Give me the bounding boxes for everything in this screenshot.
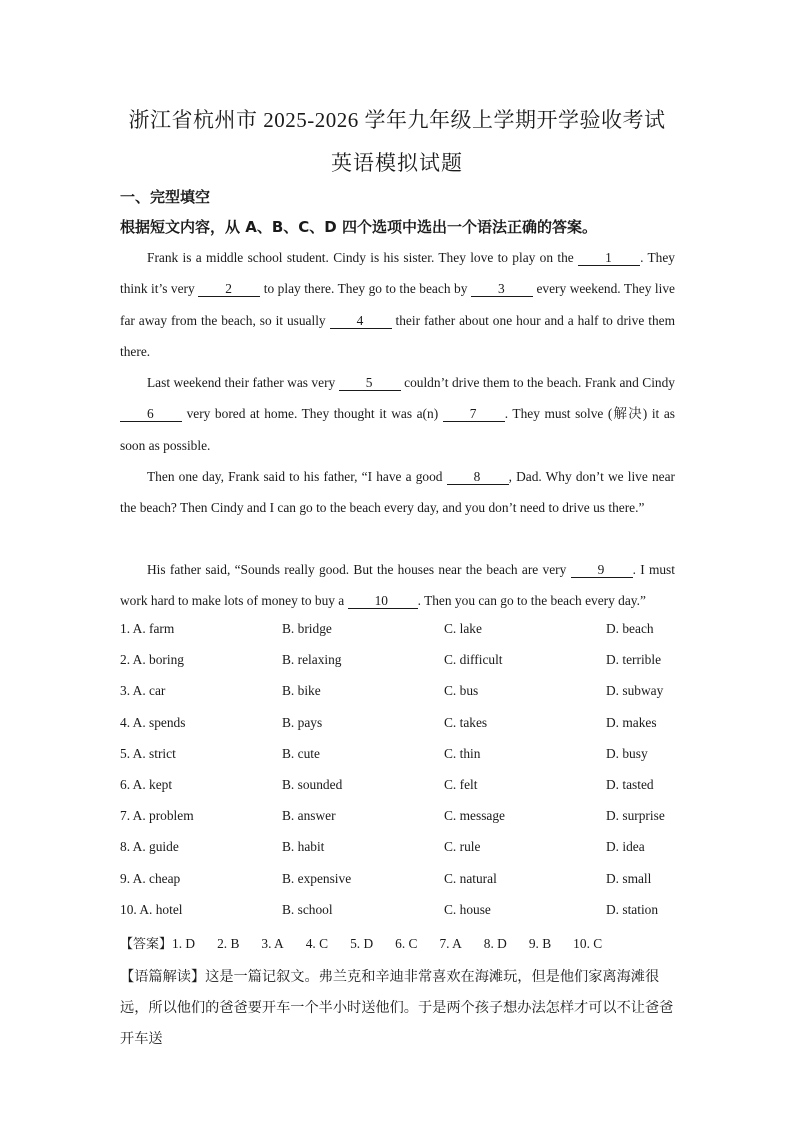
option-d: D. surprise [606, 808, 665, 824]
passage-paragraph-4 [120, 554, 675, 617]
option-b: B. sounded [282, 776, 343, 792]
blank-4: 4 [330, 314, 392, 329]
blank-7: 7 [443, 407, 505, 422]
option-b: B. relaxing [282, 652, 342, 668]
option-b: B. expensive [282, 870, 352, 886]
option-row [120, 777, 680, 808]
option-a: 2. A. boring [120, 652, 184, 668]
answer-item: 7. A [439, 936, 462, 951]
option-c: C. thin [444, 745, 481, 761]
options-list [120, 621, 680, 933]
option-d: D. tasted [606, 776, 654, 792]
passage-paragraph-2 [120, 367, 675, 461]
blank-3: 3 [471, 282, 533, 297]
option-d: D. station [606, 901, 659, 917]
passage-text: every weekend. They live far away from the beach, so it usually [120, 281, 675, 328]
passage-text: . I must work hard to make lots of money to buy a [120, 562, 675, 609]
passage-text: . Then you can go to the beach every day.” [417, 593, 646, 609]
passage-text: very bored at home. They thought it was a(n) [182, 406, 443, 422]
answer-key [120, 933, 680, 952]
option-a: 10. A. hotel [120, 901, 183, 917]
option-d: D. small [606, 870, 652, 886]
section-heading: 一、完型填空 [120, 188, 211, 206]
exam-subtitle: 英语模拟试题 [331, 151, 463, 175]
passage-text: to play there. They go to the beach by [260, 281, 471, 297]
option-row [120, 746, 680, 777]
option-d: D. subway [606, 683, 664, 699]
answer-item: 3. A [261, 936, 284, 951]
option-row [120, 808, 680, 839]
option-a: 9. A. cheap [120, 870, 181, 886]
option-d: D. makes [606, 714, 657, 730]
option-d: D. beach [606, 621, 654, 636]
option-d: D. terrible [606, 652, 662, 668]
passage-text: their father about one hour and a half to drive them there. [120, 312, 675, 359]
passage-text: Then one day, Frank said to his father, “I have a good [147, 469, 447, 484]
option-c: C. lake [444, 621, 482, 636]
option-c: C. bus [444, 683, 479, 699]
passage-text: couldn’t drive them to the beach. Frank and Cindy [400, 375, 675, 390]
option-c: C. rule [444, 839, 481, 855]
option-row [120, 652, 680, 683]
answer-item: 2. B [217, 936, 240, 951]
passage-paragraph-1 [120, 242, 675, 367]
option-row [120, 871, 680, 902]
option-a: 5. A. strict [120, 745, 176, 761]
answer-item: 4. C [305, 936, 329, 951]
passage-interpretation: 【语篇解读】这是一篇记叙文。弗兰克和辛迪非常喜欢在海滩玩，但是他们家离海滩很远，所以他们的爸爸要开车一个半小时送他们。于是两个孩子想办法怎样才可以不让爸爸开车送 [120, 969, 674, 1047]
option-d: D. busy [606, 745, 648, 761]
option-a: 3. A. car [120, 683, 166, 699]
option-b: B. bike [282, 683, 321, 699]
option-d: D. idea [606, 839, 645, 855]
option-c: C. felt [444, 776, 478, 792]
exam-title: 浙江省杭州市 2025-2026 学年九年级上学期开学验收考试 [128, 108, 666, 132]
answer-item: 8. D [483, 936, 507, 951]
option-c: C. natural [444, 870, 497, 886]
option-row [120, 839, 680, 870]
option-row [120, 715, 680, 746]
option-b: B. habit [282, 839, 325, 855]
option-c: C. message [444, 808, 505, 824]
option-a: 1. A. farm [120, 621, 175, 636]
blank-5: 5 [339, 376, 401, 391]
passage-text: His father said, “Sounds really good. But the houses near the beach are very [147, 562, 571, 577]
option-c: C. house [444, 901, 491, 917]
blank-8: 8 [447, 470, 509, 485]
option-c: C. takes [444, 714, 488, 730]
blank-2: 2 [198, 282, 260, 297]
option-c: C. difficult [444, 652, 503, 668]
answer-item: 6. C [395, 936, 418, 951]
answer-item: 10. C [573, 936, 603, 951]
blank-1: 1 [578, 251, 640, 266]
passage-paragraph-3 [120, 461, 675, 524]
option-row [120, 683, 680, 714]
blank-9: 9 [571, 563, 633, 578]
answer-item: 9. B [528, 936, 552, 951]
option-b: B. pays [282, 714, 323, 730]
option-b: B. bridge [282, 621, 332, 636]
option-a: 7. A. problem [120, 808, 194, 824]
answer-item: 5. D [350, 936, 374, 951]
answer-item: 1. D [172, 936, 196, 951]
answer-label: 【答案】 [120, 937, 173, 952]
passage-text: . They must solve (解决) it as soon as possible. [120, 406, 675, 453]
option-b: B. school [282, 901, 333, 917]
passage-text: . They think it’s very [120, 250, 675, 297]
passage-text: Last weekend their father was very [147, 375, 339, 390]
passage-text: , Dad. Why don’t we live near the beach? Then Cindy and I can go to the beach every day, and you don’t need to drive us there.” [120, 469, 676, 516]
option-row [120, 902, 680, 933]
option-b: B. cute [282, 745, 320, 761]
option-row [120, 621, 680, 652]
option-b: B. answer [282, 808, 336, 824]
passage-text: Frank is a middle school student. Cindy is his sister. They love to play on the [147, 250, 579, 265]
option-a: 8. A. guide [120, 839, 179, 855]
instruction-text: 根据短文内容，从 A、B、C、D 四个选项中选出一个语法正确的答案。 [120, 218, 597, 236]
option-a: 6. A. kept [120, 776, 173, 792]
option-a: 4. A. spends [120, 714, 186, 730]
blank-10: 10 [348, 594, 418, 609]
blank-6: 6 [120, 407, 182, 422]
